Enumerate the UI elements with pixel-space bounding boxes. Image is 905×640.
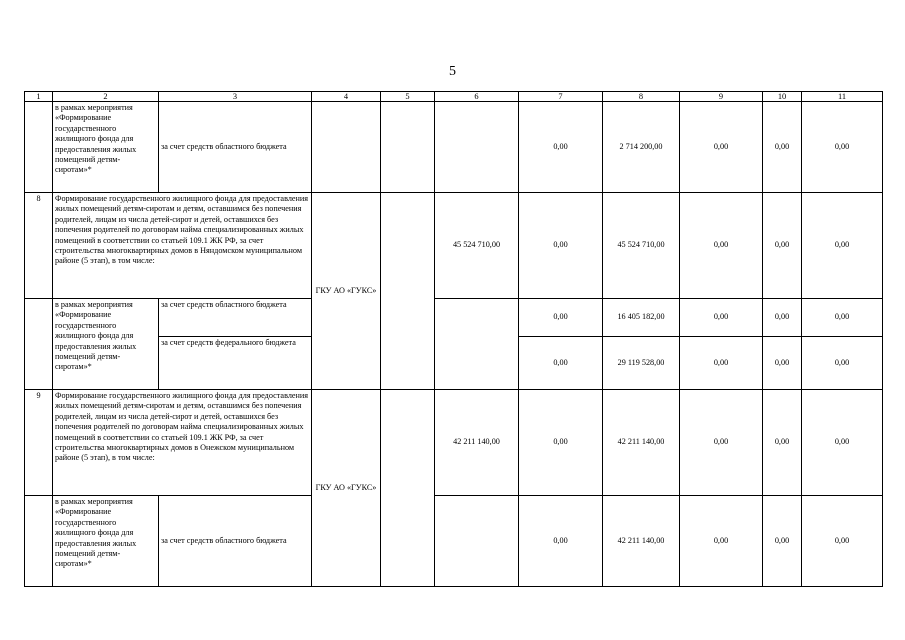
col6-value: 42 211 140,00 [435,390,519,496]
col10-value: 0,00 [763,299,802,337]
col8-value: 42 211 140,00 [603,390,680,496]
col9-value: 0,00 [680,390,763,496]
col10-value: 0,00 [763,496,802,587]
col7-value: 0,00 [519,496,603,587]
header-cell: 4 [312,92,381,102]
col9-value: 0,00 [680,102,763,193]
col11-value: 0,00 [802,299,883,337]
col6-value: 45 524 710,00 [435,193,519,299]
table-row [25,102,883,193]
funding-source: за счет средств областного бюджета [159,496,312,587]
table-row [25,193,883,299]
table-row [25,299,883,337]
header-cell: 1 [25,92,53,102]
sub-event-label: в рамках мероприятия «Формирование государственного жилищного фонда для предоставления жилых помещений детям-сиротам»* [53,299,159,390]
funding-source: за счет средств областного бюджета [159,102,312,193]
header-cell: 8 [603,92,680,102]
col7-value: 0,00 [519,390,603,496]
item-number: 9 [25,390,53,496]
col7-value: 0,00 [519,102,603,193]
col11-value: 0,00 [802,337,883,390]
program-table [24,91,883,587]
funding-source: за счет средств областного бюджета [159,299,312,337]
executor-cell: ГКУ АО «ГУКС» [312,390,381,587]
col10-value: 0,00 [763,193,802,299]
col6-value [435,496,519,587]
executor-cell: ГКУ АО «ГУКС» [312,193,381,390]
table-row [25,390,883,496]
col9-value: 0,00 [680,299,763,337]
sub-event-label: в рамках мероприятия «Формирование государственного жилищного фонда для предоставления жилых помещений детям-сиротам»* [53,496,159,587]
item-number: 8 [25,193,53,299]
col11-value: 0,00 [802,102,883,193]
col11-value: 0,00 [802,193,883,299]
col8-value: 2 714 200,00 [603,102,680,193]
col9-value: 0,00 [680,337,763,390]
col10-value: 0,00 [763,102,802,193]
col11-value: 0,00 [802,496,883,587]
item-description: Формирование государственного жилищного фонда для предоставления жилых помещений детям-сиротам и детям, оставшимся без попечения родителей, лицам из числа детей-сирот и детей, оставшихся без попечения родителей по договорам найма специализированных жилых помещений в соответствии со статьей 109.1 ЖК РФ, за счет строительства многоквартирных домов в Онежском муниципальном районе (5 этап), в том числе: [53,390,312,496]
item-number [25,496,53,587]
col8-value: 45 524 710,00 [603,193,680,299]
col6-value [435,102,519,193]
header-cell: 5 [381,92,435,102]
funding-source: за счет средств федерального бюджета [159,337,312,390]
col10-value: 0,00 [763,390,802,496]
col5-cell [381,102,435,193]
col8-value: 42 211 140,00 [603,496,680,587]
col8-value: 29 119 528,00 [603,337,680,390]
header-cell: 7 [519,92,603,102]
item-number [25,299,53,390]
item-number [25,102,53,193]
header-cell: 9 [680,92,763,102]
item-description: Формирование государственного жилищного фонда для предоставления жилых помещений детям-сиротам и детям, оставшимся без попечения родителей, лицам из числа детей-сирот и детей, оставшихся без попечения родителей по договорам найма специализированных жилых помещений в соответствии со статьей 109.1 ЖК РФ, за счет строительства многоквартирных домов в Няндомском муниципальном районе (5 этап), в том числе: [53,193,312,299]
col10-value: 0,00 [763,337,802,390]
sub-event-label: в рамках мероприятия «Формирование государственного жилищного фонда для предоставления жилых помещений детям-сиротам»* [53,102,159,193]
col5-cell [381,193,435,390]
executor-cell [312,102,381,193]
col8-value: 16 405 182,00 [603,299,680,337]
col11-value: 0,00 [802,390,883,496]
col5-cell [381,390,435,587]
header-row [25,92,883,102]
header-cell: 3 [159,92,312,102]
header-cell: 6 [435,92,519,102]
col9-value: 0,00 [680,496,763,587]
header-cell: 2 [53,92,159,102]
col7-value: 0,00 [519,299,603,337]
col6-value [435,299,519,390]
page-number: 5 [449,64,456,79]
col7-value: 0,00 [519,337,603,390]
table-row [25,496,883,587]
header-cell: 11 [802,92,883,102]
header-cell: 10 [763,92,802,102]
col7-value: 0,00 [519,193,603,299]
col9-value: 0,00 [680,193,763,299]
